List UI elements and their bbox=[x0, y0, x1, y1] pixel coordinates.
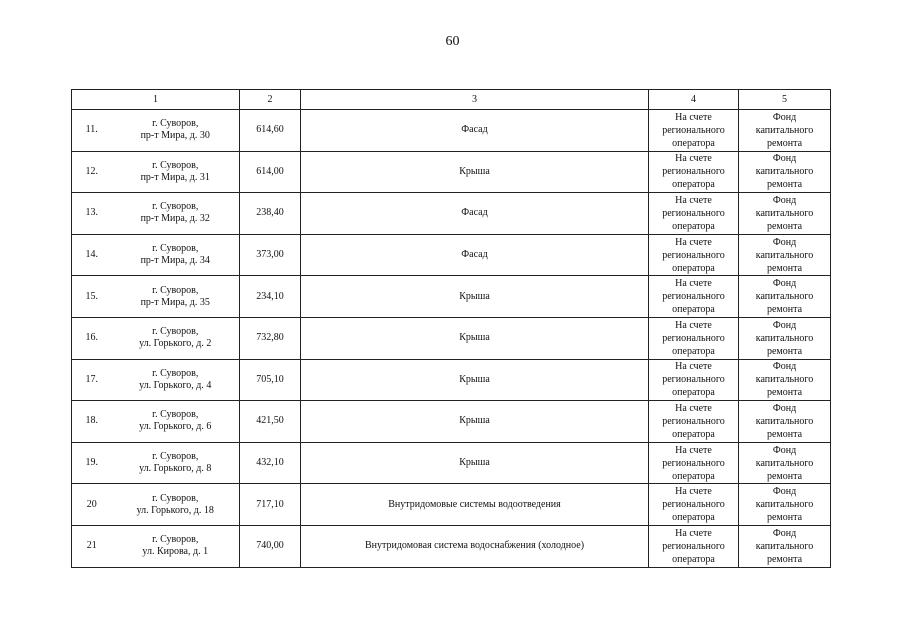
table-row bbox=[72, 193, 831, 235]
table-row bbox=[72, 525, 831, 567]
table-row bbox=[72, 110, 831, 152]
account-line: На счете bbox=[675, 319, 712, 331]
row-number: 19. bbox=[72, 442, 112, 484]
table-row bbox=[72, 276, 831, 318]
address-street: пр-т Мира, д. 32 bbox=[140, 213, 210, 225]
fund-line: Фонд bbox=[772, 527, 797, 539]
account-line: регионального bbox=[662, 374, 725, 386]
row-number: 17. bbox=[72, 359, 112, 401]
row-address bbox=[112, 359, 240, 401]
row-fund bbox=[739, 484, 831, 526]
address-street: ул. Горького, д. 6 bbox=[139, 421, 212, 433]
row-fund bbox=[739, 359, 831, 401]
row-area: 614,00 bbox=[240, 151, 301, 193]
row-work-type: Внутридомовые системы водоотведения bbox=[301, 484, 649, 526]
header-row bbox=[72, 90, 831, 110]
account-line: На счете bbox=[675, 194, 712, 206]
address-city: г. Суворов, bbox=[152, 367, 199, 379]
account-line: На счете bbox=[675, 153, 712, 165]
fund-line: капитального bbox=[755, 457, 814, 469]
header-col-4: 4 bbox=[649, 90, 739, 110]
fund-line: Фонд bbox=[772, 194, 797, 206]
fund-line: Фонд bbox=[772, 319, 797, 331]
address-city: г. Суворов, bbox=[152, 451, 199, 463]
account-line: регионального bbox=[662, 332, 725, 344]
repair-table bbox=[71, 89, 831, 568]
account-line: На счете bbox=[675, 236, 712, 248]
row-address bbox=[112, 110, 240, 152]
account-line: регионального bbox=[662, 207, 725, 219]
address-city: г. Суворов, bbox=[152, 243, 199, 255]
row-account bbox=[649, 401, 739, 443]
row-account bbox=[649, 151, 739, 193]
row-address bbox=[112, 151, 240, 193]
account-line: На счете bbox=[675, 361, 712, 373]
row-account bbox=[649, 442, 739, 484]
fund-line: ремонта bbox=[766, 179, 803, 191]
account-line: На счете bbox=[675, 444, 712, 456]
account-line: оператора bbox=[672, 220, 715, 232]
fund-line: Фонд bbox=[772, 444, 797, 456]
row-work-type: Крыша bbox=[301, 151, 649, 193]
address-street: пр-т Мира, д. 30 bbox=[140, 130, 210, 142]
row-area: 234,10 bbox=[240, 276, 301, 318]
account-line: оператора bbox=[672, 553, 715, 565]
account-line: оператора bbox=[672, 304, 715, 316]
account-line: регионального bbox=[662, 457, 725, 469]
row-account bbox=[649, 317, 739, 359]
address-street: ул. Горького, д. 2 bbox=[139, 338, 212, 350]
account-line: оператора bbox=[672, 470, 715, 482]
fund-line: ремонта bbox=[766, 345, 803, 357]
row-area: 432,10 bbox=[240, 442, 301, 484]
row-number: 12. bbox=[72, 151, 112, 193]
address-city: г. Суворов, bbox=[152, 409, 199, 421]
address-street: пр-т Мира, д. 34 bbox=[140, 255, 210, 267]
address-street: ул. Горького, д. 8 bbox=[139, 463, 212, 475]
account-line: регионального bbox=[662, 415, 725, 427]
row-work-type: Крыша bbox=[301, 401, 649, 443]
row-number: 18. bbox=[72, 401, 112, 443]
address-city: г. Суворов, bbox=[152, 284, 199, 296]
fund-line: капитального bbox=[755, 124, 814, 136]
row-account bbox=[649, 525, 739, 567]
address-street: ул. Горького, д. 4 bbox=[139, 379, 212, 391]
row-work-type: Крыша bbox=[301, 276, 649, 318]
row-address bbox=[112, 525, 240, 567]
table-row bbox=[72, 401, 831, 443]
row-area: 373,00 bbox=[240, 234, 301, 276]
row-work-type: Крыша bbox=[301, 317, 649, 359]
account-line: оператора bbox=[672, 428, 715, 440]
row-fund bbox=[739, 193, 831, 235]
row-address bbox=[112, 442, 240, 484]
account-line: На счете bbox=[675, 402, 712, 414]
fund-line: ремонта bbox=[766, 428, 803, 440]
account-line: регионального bbox=[662, 166, 725, 178]
account-line: регионального bbox=[662, 540, 725, 552]
row-area: 740,00 bbox=[240, 525, 301, 567]
row-fund bbox=[739, 442, 831, 484]
address-street: ул. Горького, д. 18 bbox=[136, 504, 214, 516]
row-area: 732,80 bbox=[240, 317, 301, 359]
account-line: оператора bbox=[672, 179, 715, 191]
row-area: 238,40 bbox=[240, 193, 301, 235]
address-street: пр-т Мира, д. 35 bbox=[140, 296, 210, 308]
fund-line: ремонта bbox=[766, 470, 803, 482]
row-account bbox=[649, 276, 739, 318]
row-address bbox=[112, 484, 240, 526]
account-line: На счете bbox=[675, 111, 712, 123]
table-row bbox=[72, 442, 831, 484]
address-city: г. Суворов, bbox=[152, 534, 199, 546]
account-line: На счете bbox=[675, 527, 712, 539]
account-line: оператора bbox=[672, 345, 715, 357]
row-number: 20 bbox=[72, 484, 112, 526]
row-number: 16. bbox=[72, 317, 112, 359]
fund-line: Фонд bbox=[772, 361, 797, 373]
account-line: оператора bbox=[672, 512, 715, 524]
fund-line: Фонд bbox=[772, 486, 797, 498]
account-line: оператора bbox=[672, 137, 715, 149]
row-number: 13. bbox=[72, 193, 112, 235]
account-line: оператора bbox=[672, 262, 715, 274]
fund-line: Фонд bbox=[772, 402, 797, 414]
row-work-type: Фасад bbox=[301, 193, 649, 235]
row-fund bbox=[739, 151, 831, 193]
fund-line: капитального bbox=[755, 291, 814, 303]
row-address bbox=[112, 401, 240, 443]
table-row bbox=[72, 484, 831, 526]
row-work-type: Крыша bbox=[301, 442, 649, 484]
row-account bbox=[649, 484, 739, 526]
row-account bbox=[649, 193, 739, 235]
row-fund bbox=[739, 401, 831, 443]
table-row bbox=[72, 234, 831, 276]
fund-line: ремонта bbox=[766, 304, 803, 316]
row-work-type: Внутридомовая система водоснабжения (холодное) bbox=[301, 525, 649, 567]
row-address bbox=[112, 193, 240, 235]
page-number: 60 bbox=[445, 34, 460, 49]
fund-line: ремонта bbox=[766, 137, 803, 149]
row-fund bbox=[739, 276, 831, 318]
address-city: г. Суворов, bbox=[152, 492, 199, 504]
row-address bbox=[112, 276, 240, 318]
row-account bbox=[649, 110, 739, 152]
fund-line: капитального bbox=[755, 415, 814, 427]
row-number: 14. bbox=[72, 234, 112, 276]
fund-line: капитального bbox=[755, 166, 814, 178]
fund-line: ремонта bbox=[766, 262, 803, 274]
header-col-5: 5 bbox=[739, 90, 831, 110]
row-number: 21 bbox=[72, 525, 112, 567]
account-line: На счете bbox=[675, 486, 712, 498]
account-line: регионального bbox=[662, 249, 725, 261]
row-address bbox=[112, 317, 240, 359]
account-line: регионального bbox=[662, 124, 725, 136]
header-col-3: 3 bbox=[301, 90, 649, 110]
table-row bbox=[72, 317, 831, 359]
row-fund bbox=[739, 110, 831, 152]
address-city: г. Суворов, bbox=[152, 201, 199, 213]
table-row bbox=[72, 359, 831, 401]
row-work-type: Крыша bbox=[301, 359, 649, 401]
account-line: регионального bbox=[662, 499, 725, 511]
fund-line: ремонта bbox=[766, 553, 803, 565]
row-work-type: Фасад bbox=[301, 110, 649, 152]
header-col-2: 2 bbox=[240, 90, 301, 110]
row-fund bbox=[739, 525, 831, 567]
row-address bbox=[112, 234, 240, 276]
address-city: г. Суворов, bbox=[152, 118, 199, 130]
row-number: 11. bbox=[72, 110, 112, 152]
row-area: 421,50 bbox=[240, 401, 301, 443]
row-area: 717,10 bbox=[240, 484, 301, 526]
account-line: На счете bbox=[675, 278, 712, 290]
address-street: пр-т Мира, д. 31 bbox=[140, 171, 210, 183]
row-fund bbox=[739, 234, 831, 276]
fund-line: капитального bbox=[755, 499, 814, 511]
fund-line: капитального bbox=[755, 249, 814, 261]
account-line: оператора bbox=[672, 387, 715, 399]
row-area: 614,60 bbox=[240, 110, 301, 152]
account-line: регионального bbox=[662, 291, 725, 303]
fund-line: ремонта bbox=[766, 220, 803, 232]
header-col-1: 1 bbox=[72, 90, 240, 110]
table-row bbox=[72, 151, 831, 193]
fund-line: Фонд bbox=[772, 153, 797, 165]
fund-line: ремонта bbox=[766, 387, 803, 399]
address-city: г. Суворов, bbox=[152, 159, 199, 171]
fund-line: капитального bbox=[755, 540, 814, 552]
row-area: 705,10 bbox=[240, 359, 301, 401]
address-city: г. Суворов, bbox=[152, 326, 199, 338]
row-fund bbox=[739, 317, 831, 359]
row-account bbox=[649, 234, 739, 276]
fund-line: капитального bbox=[755, 207, 814, 219]
fund-line: капитального bbox=[755, 374, 814, 386]
fund-line: Фонд bbox=[772, 278, 797, 290]
row-number: 15. bbox=[72, 276, 112, 318]
row-account bbox=[649, 359, 739, 401]
row-work-type: Фасад bbox=[301, 234, 649, 276]
fund-line: Фонд bbox=[772, 236, 797, 248]
fund-line: Фонд bbox=[772, 111, 797, 123]
fund-line: капитального bbox=[755, 332, 814, 344]
fund-line: ремонта bbox=[766, 512, 803, 524]
address-street: ул. Кирова, д. 1 bbox=[142, 546, 209, 558]
